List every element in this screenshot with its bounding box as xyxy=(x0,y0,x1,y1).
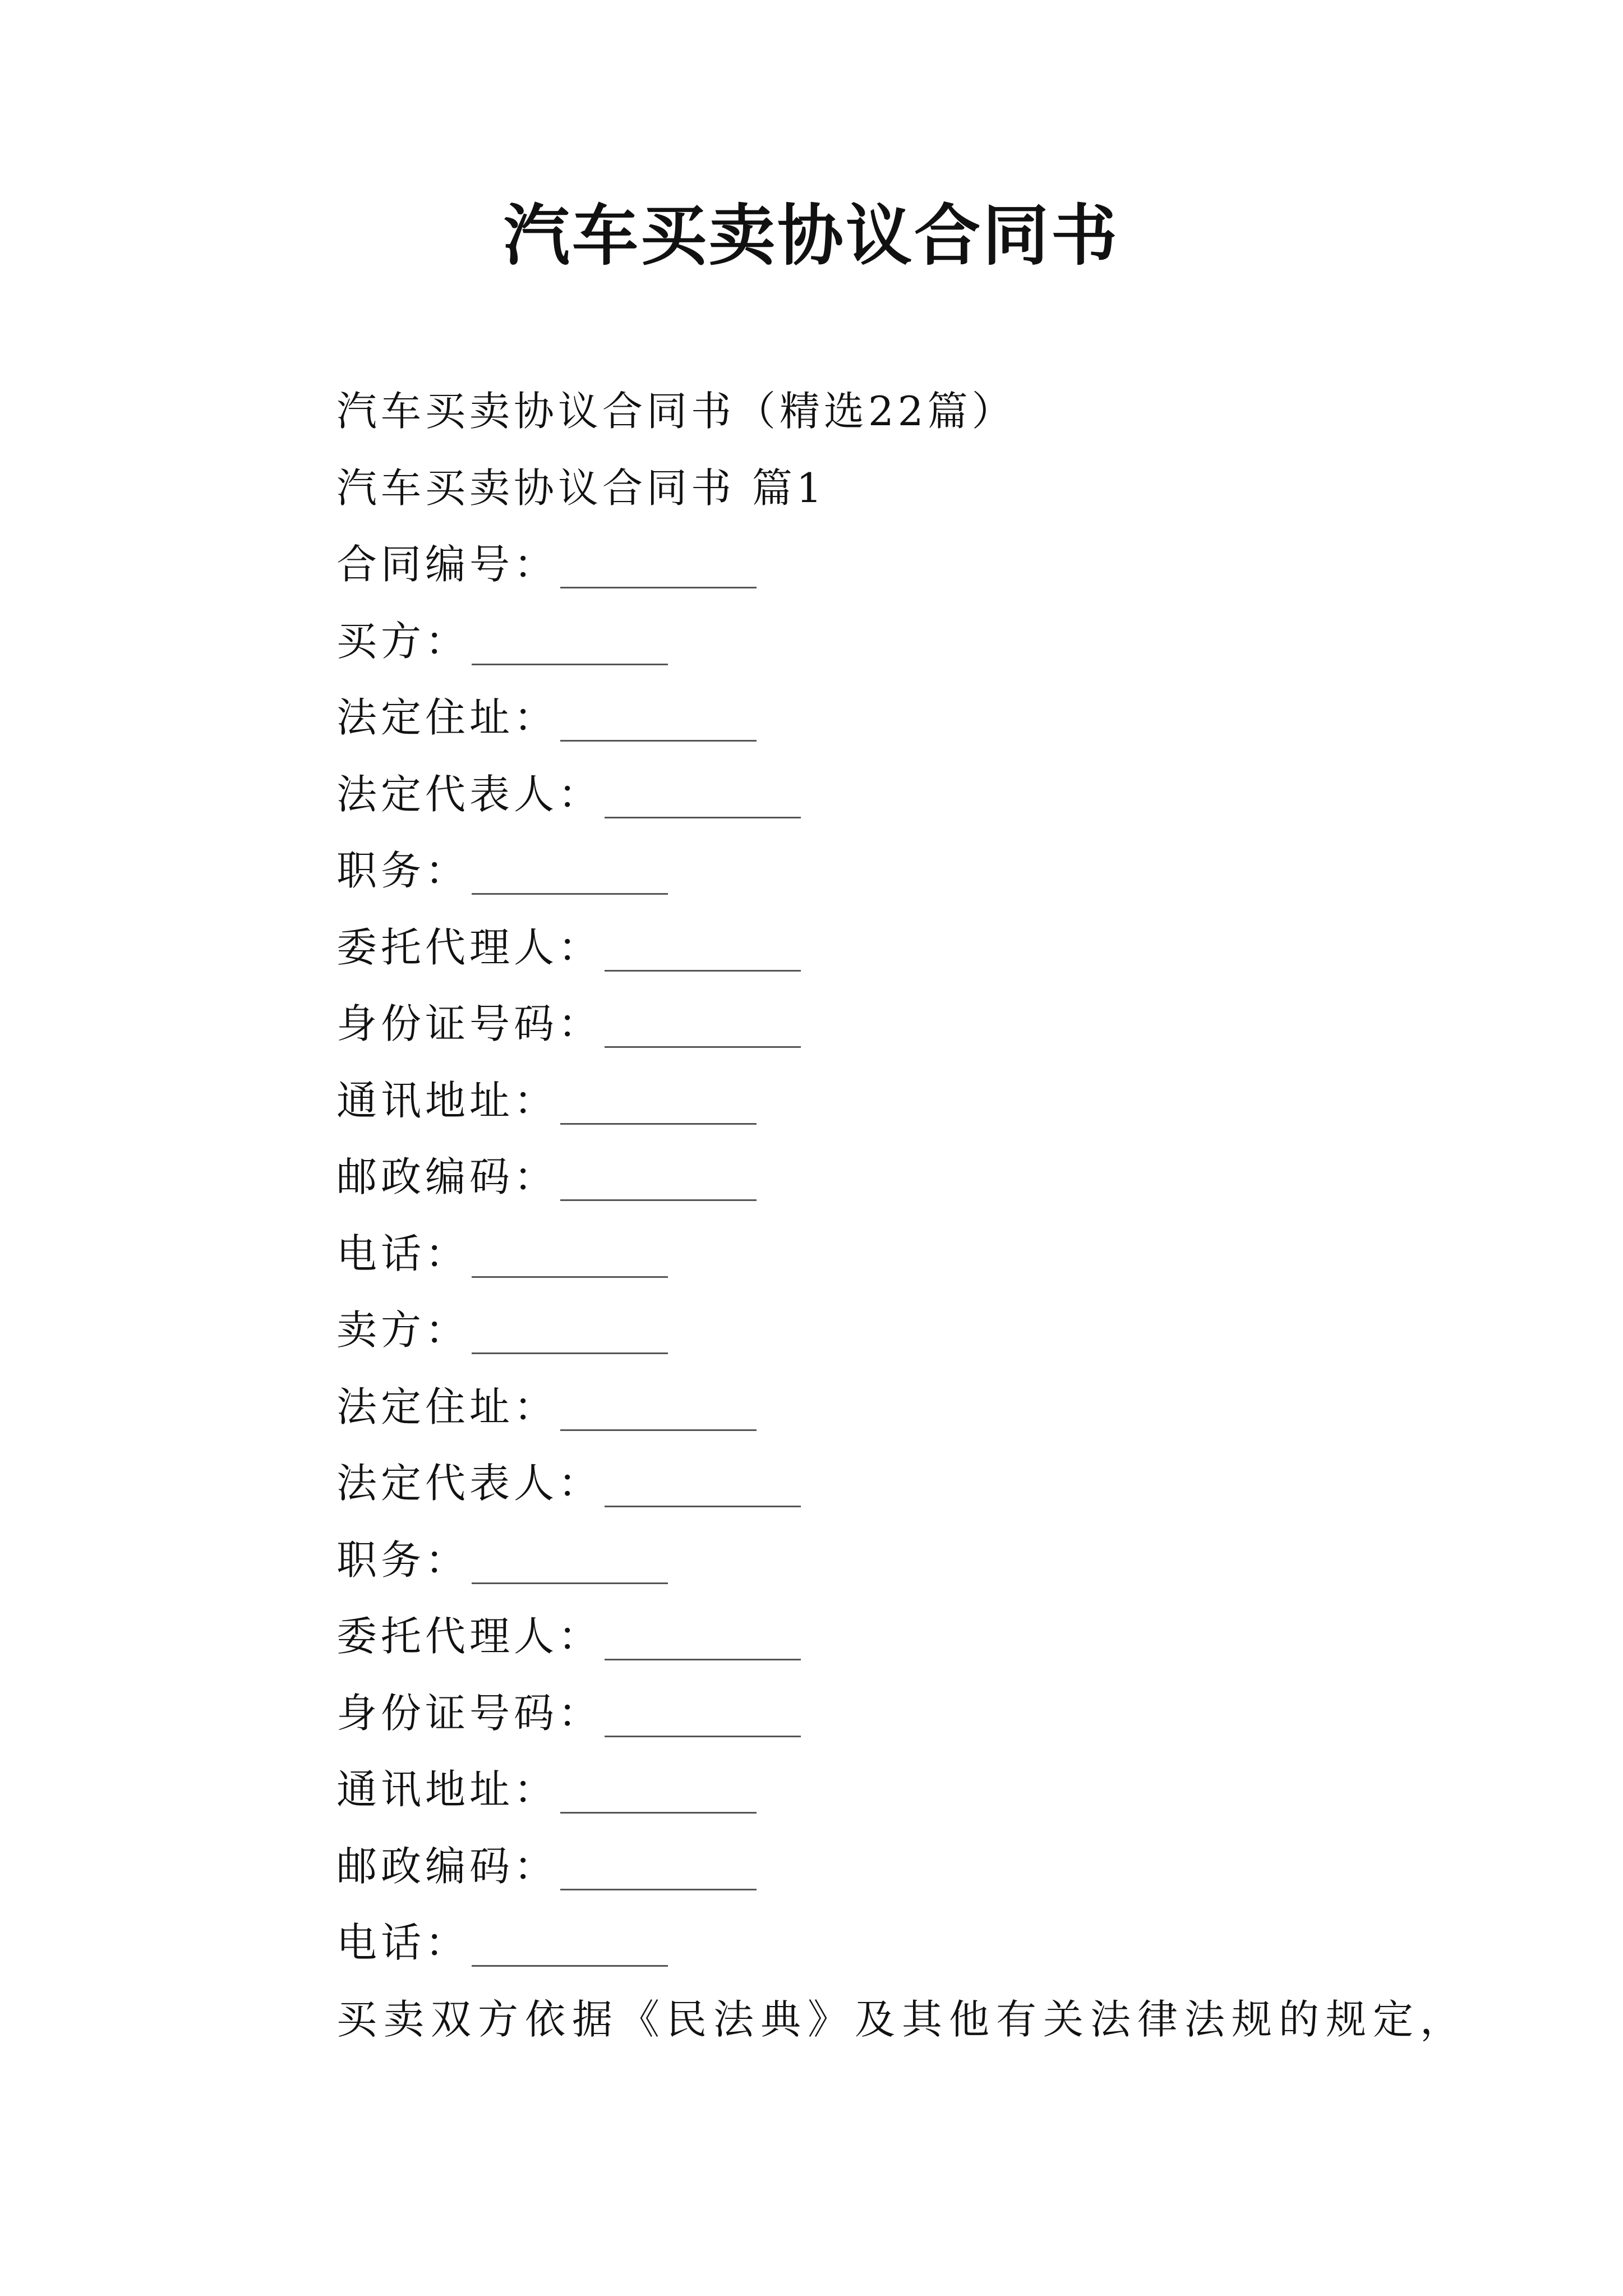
buyer-postal-code-blank xyxy=(560,1199,757,1201)
seller-legal-address-label: 法定住址： xyxy=(336,1383,559,1430)
seller-position-row xyxy=(336,1522,1458,1599)
closing-paragraph: 买卖双方依据《民法典》及其他有关法律法规的规定， xyxy=(336,1995,1468,2043)
contract-number-blank xyxy=(560,587,757,588)
contract-number-label: 合同编号： xyxy=(336,541,559,588)
seller-agent-blank xyxy=(605,1659,801,1660)
buyer-agent-row xyxy=(336,909,1458,986)
buyer-agent-label: 委托代理人： xyxy=(336,923,603,971)
seller-agent-row xyxy=(336,1598,1458,1675)
seller-row xyxy=(336,1292,1458,1369)
seller-blank xyxy=(472,1352,668,1354)
seller-phone-row xyxy=(336,1904,1458,1981)
buyer-legal-rep-label: 法定代表人： xyxy=(336,770,603,818)
buyer-agent-blank xyxy=(605,970,801,972)
seller-agent-label: 委托代理人： xyxy=(336,1613,603,1660)
buyer-phone-blank xyxy=(472,1276,668,1278)
buyer-postal-code-row xyxy=(336,1139,1458,1216)
buyer-position-blank xyxy=(472,893,668,895)
buyer-phone-label: 电话： xyxy=(336,1230,470,1277)
seller-legal-address-blank xyxy=(560,1429,757,1431)
seller-legal-rep-row xyxy=(336,1445,1458,1522)
seller-phone-label: 电话： xyxy=(336,1919,470,1966)
buyer-id-number-blank xyxy=(605,1046,801,1048)
seller-label: 卖方： xyxy=(336,1306,470,1354)
buyer-mailing-address-label: 通讯地址： xyxy=(336,1076,559,1124)
seller-legal-rep-label: 法定代表人： xyxy=(336,1460,603,1507)
document-title: 汽车买卖协议合同书 xyxy=(503,196,1119,274)
seller-postal-code-row xyxy=(336,1828,1458,1905)
buyer-blank xyxy=(472,664,668,665)
seller-postal-code-blank xyxy=(560,1889,757,1890)
seller-position-label: 职务： xyxy=(336,1536,470,1584)
contract-number-row xyxy=(336,526,1458,603)
buyer-legal-rep-row xyxy=(336,756,1458,833)
buyer-label: 买方： xyxy=(336,617,470,665)
buyer-row xyxy=(336,603,1458,680)
buyer-mailing-address-blank xyxy=(560,1123,757,1125)
buyer-legal-address-label: 法定住址： xyxy=(336,694,559,741)
buyer-position-label: 职务： xyxy=(336,847,470,894)
buyer-position-row xyxy=(336,832,1458,909)
buyer-legal-address-row xyxy=(336,679,1458,756)
seller-postal-code-label: 邮政编码： xyxy=(336,1842,559,1890)
document-body xyxy=(336,373,1468,2058)
section-heading: 汽车买卖协议合同书 篇1 xyxy=(336,464,826,512)
seller-mailing-address-blank xyxy=(560,1812,757,1814)
seller-id-number-label: 身份证号码： xyxy=(336,1689,603,1737)
buyer-id-number-row xyxy=(336,986,1458,1062)
buyer-postal-code-label: 邮政编码： xyxy=(336,1153,559,1200)
buyer-legal-address-blank xyxy=(560,740,757,742)
buyer-mailing-address-row xyxy=(336,1062,1458,1139)
seller-mailing-address-row xyxy=(336,1751,1458,1828)
seller-phone-blank xyxy=(472,1965,668,1967)
seller-legal-address-row xyxy=(336,1369,1458,1446)
seller-mailing-address-label: 通讯地址： xyxy=(336,1766,559,1813)
subtitle: 汽车买卖协议合同书（精选22篇） xyxy=(336,388,1016,435)
seller-id-number-row xyxy=(336,1675,1458,1752)
buyer-id-number-label: 身份证号码： xyxy=(336,1000,603,1047)
seller-position-blank xyxy=(472,1582,668,1584)
buyer-legal-rep-blank xyxy=(605,817,801,818)
seller-legal-rep-blank xyxy=(605,1506,801,1507)
seller-id-number-blank xyxy=(605,1736,801,1737)
buyer-phone-row xyxy=(336,1216,1458,1292)
